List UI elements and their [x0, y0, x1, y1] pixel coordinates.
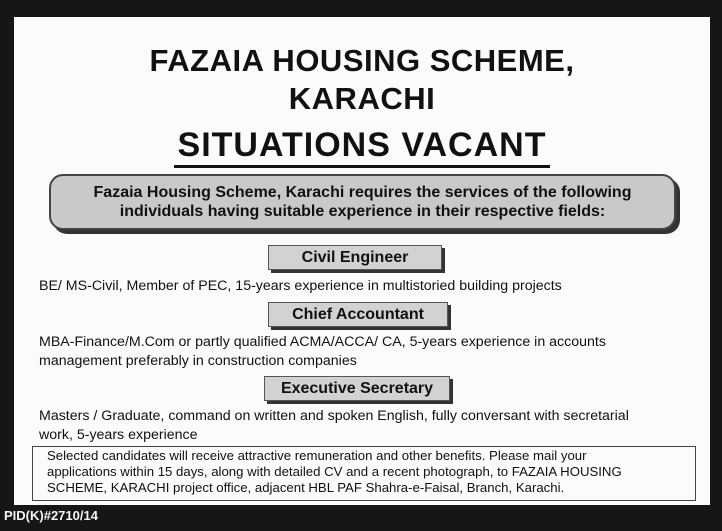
- footer-line: SCHEME, KARACHI project office, adjacent HBL PAF Shahra-e-Faisal, Branch, Karachi.: [47, 480, 565, 495]
- position-requirements-civil-engineer: [39, 277, 699, 296]
- application-instructions: [32, 446, 696, 501]
- position-title-civil-engineer: Civil Engineer: [268, 245, 442, 270]
- subtitle: [14, 126, 710, 165]
- requirement-line: work, 5-years experience: [39, 427, 198, 443]
- position-requirements-executive-secretary: [39, 407, 699, 445]
- footer-line: Selected candidates will receive attractive remuneration and other benefits. Please mail your: [47, 448, 587, 463]
- footer-line: applications within 15 days, along with detailed CV and a recent photograph, to FAZAIA HOUSING: [47, 464, 622, 479]
- position-title-chief-accountant: Chief Accountant: [268, 302, 448, 327]
- intro-box: [49, 174, 676, 230]
- intro-line-2: individuals having suitable experience in their respective fields:: [119, 203, 606, 220]
- intro-line-1: Fazaia Housing Scheme, Karachi requires the services of the following: [93, 184, 632, 201]
- position-requirements-chief-accountant: [39, 333, 699, 371]
- requirement-line: management preferably in construction companies: [39, 353, 357, 369]
- requirement-line: BE/ MS-Civil, Member of PEC, 15-years experience in multistoried building projects: [39, 278, 562, 294]
- position-title-executive-secretary: Executive Secretary: [264, 376, 450, 401]
- title-line-1: FAZAIA HOUSING SCHEME,: [149, 43, 575, 78]
- subtitle-text: SITUATIONS VACANT: [174, 126, 551, 168]
- title-line-2: KARACHI: [288, 81, 436, 116]
- pid-reference: PID(K)#2710/14: [4, 508, 98, 523]
- requirement-line: Masters / Graduate, command on written and spoken English, fully conversant with secretarial: [39, 408, 629, 424]
- requirement-line: MBA-Finance/M.Com or partly qualified ACMA/ACCA/ CA, 5-years experience in accounts: [39, 334, 606, 350]
- advertisement-body: [14, 17, 710, 505]
